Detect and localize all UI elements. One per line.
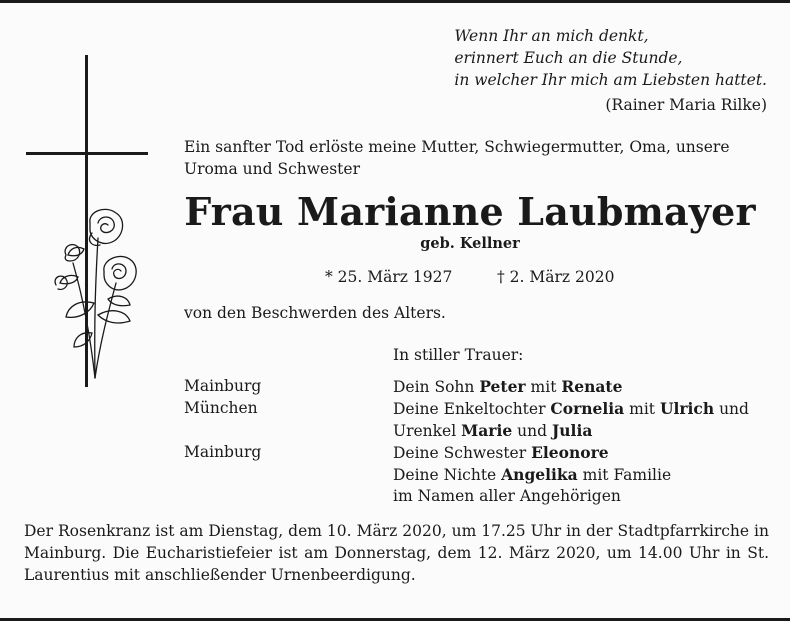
mourner-place: Mainburg: [184, 377, 262, 395]
deceased-name: Frau Marianne Laubmayer: [184, 189, 756, 234]
mourner-text: Dein Sohn: [393, 378, 480, 396]
mourner-name: Angelika: [501, 465, 578, 484]
mourner-line: [393, 465, 671, 484]
mourner-text: mit: [525, 378, 562, 396]
mourner-name: Cornelia: [550, 399, 625, 418]
mourners-heading: In stiller Trauer:: [393, 346, 524, 364]
mourner-line: [393, 487, 621, 505]
mourner-text: und: [714, 400, 749, 418]
poem-line: erinnert Euch an die Stunde,: [454, 49, 683, 67]
mourner-text: Deine Nichte: [393, 466, 502, 484]
mourner-name: Peter: [479, 377, 526, 396]
mourner-place: München: [184, 399, 258, 417]
intro-line: Uroma und Schwester: [184, 160, 360, 178]
mourner-text: Urenkel: [393, 422, 462, 440]
mourner-text: im Namen aller Angehörigen: [393, 487, 621, 505]
mourner-text: Deine Enkeltochter: [393, 400, 551, 418]
poem-line: Wenn Ihr an mich denkt,: [454, 27, 649, 45]
mourner-name: Ulrich: [659, 399, 715, 418]
death-date: † 2. März 2020: [497, 268, 615, 286]
cause-text: von den Beschwerden des Alters.: [184, 304, 446, 322]
mourner-line: [393, 421, 592, 440]
intro-text: [184, 136, 730, 180]
birth-date: * 25. März 1927: [325, 268, 453, 286]
mourner-text: mit: [624, 400, 660, 418]
mourner-text: Deine Schwester: [393, 444, 532, 462]
mourner-name: Marie: [461, 421, 513, 440]
poem-line: in welcher Ihr mich am Liebsten hattet.: [454, 71, 767, 89]
mourner-line: [393, 399, 749, 418]
mourner-text: und: [512, 422, 552, 440]
mourner-name: Eleonore: [531, 443, 609, 462]
poem-author: (Rainer Maria Rilke): [605, 96, 767, 114]
poem: [454, 25, 767, 91]
mourner-text: mit Familie: [577, 466, 672, 484]
mourner-place: Mainburg: [184, 443, 262, 461]
mourner-name: Renate: [561, 377, 623, 396]
mourner-line: [393, 377, 622, 396]
maiden-name: geb. Kellner: [420, 235, 520, 252]
mourner-line: [393, 443, 609, 462]
service-details: Der Rosenkranz ist am Dienstag, dem 10. März 2020, um 17.25 Uhr in der Stadtpfarrkirche in Mainburg. Die Eucharistiefeier ist am Donnerstag, dem 12. März 2020, um 14.00 Uhr in St. Laurentius mit anschließender Urnenbeerdigung.: [24, 522, 769, 584]
intro-line: Ein sanfter Tod erlöste meine Mutter, Schwiegermutter, Oma, unsere: [184, 138, 730, 156]
mourner-name: Julia: [551, 421, 593, 440]
